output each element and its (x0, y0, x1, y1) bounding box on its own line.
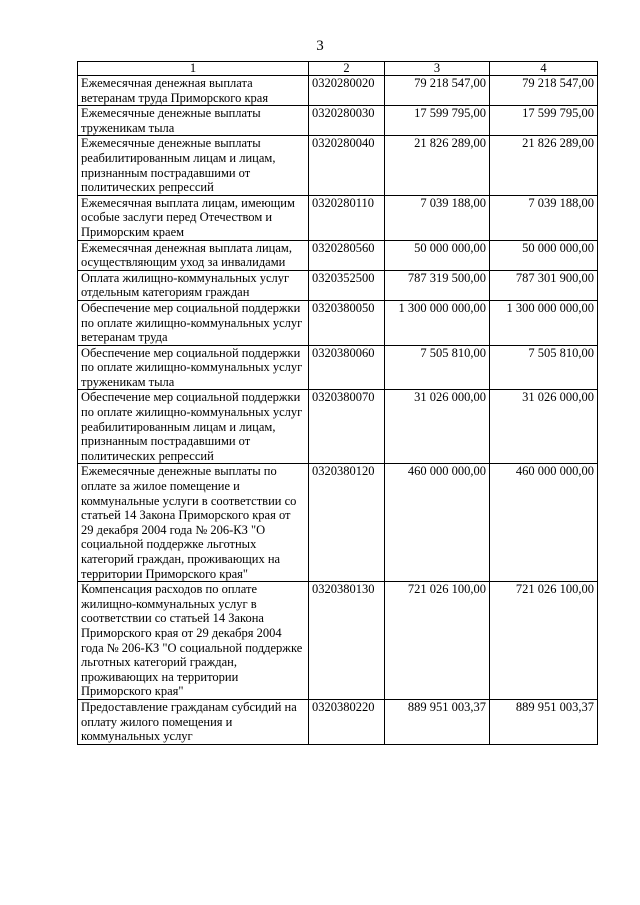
column-header: 1 (78, 62, 309, 76)
table-row (78, 699, 598, 744)
target-code-cell: 0320280040 (309, 136, 385, 195)
amount-col3-cell: 7 039 188,00 (385, 195, 490, 240)
amount-col4-cell: 721 026 100,00 (490, 582, 598, 700)
target-code-cell: 0320352500 (309, 270, 385, 300)
table-row (78, 240, 598, 270)
expense-name-cell: Ежемесячная денежная выплата ветеранам труда Приморского края (78, 76, 309, 106)
amount-col3-cell: 31 026 000,00 (385, 390, 490, 464)
expense-name-cell: Компенсация расходов по оплате жилищно-коммунальных услуг в соответствии со статьей 14 Закона Приморского края от 29 декабря 2004 года № 206-КЗ "О социальной поддержке льготных категорий граждан, проживающих на территории Приморского края" (78, 582, 309, 700)
target-code-cell: 0320280030 (309, 106, 385, 136)
column-header: 3 (385, 62, 490, 76)
target-code-cell: 0320380220 (309, 699, 385, 744)
table-row (78, 300, 598, 345)
amount-col4-cell: 50 000 000,00 (490, 240, 598, 270)
expense-name-cell: Ежемесячная выплата лицам, имеющим особые заслуги перед Отечеством и Приморским краем (78, 195, 309, 240)
table-row (78, 464, 598, 582)
expense-name-cell: Ежемесячная денежная выплата лицам, осуществляющим уход за инвалидами (78, 240, 309, 270)
expense-name-cell: Ежемесячные денежные выплаты по оплате за жилое помещение и коммунальные услуги в соответствии со статьей 14 Закона Приморского края от 29 декабря 2004 года № 206-КЗ "О социальной поддержке льготных категорий граждан, проживающих на территории Приморского края" (78, 464, 309, 582)
amount-col4-cell: 7 505 810,00 (490, 345, 598, 390)
amount-col4-cell: 21 826 289,00 (490, 136, 598, 195)
amount-col4-cell: 79 218 547,00 (490, 76, 598, 106)
amount-col3-cell: 21 826 289,00 (385, 136, 490, 195)
amount-col3-cell: 460 000 000,00 (385, 464, 490, 582)
table-header-row (78, 62, 598, 76)
expense-name-cell: Обеспечение мер социальной поддержки по оплате жилищно-коммунальных услуг труженикам тыла (78, 345, 309, 390)
amount-col3-cell: 787 319 500,00 (385, 270, 490, 300)
amount-col4-cell: 889 951 003,37 (490, 699, 598, 744)
expense-name-cell: Обеспечение мер социальной поддержки по оплате жилищно-коммунальных услуг реабилитированным лицам и лицам, признанным пострадавшими от политических репрессий (78, 390, 309, 464)
amount-col4-cell: 460 000 000,00 (490, 464, 598, 582)
budget-table (77, 61, 598, 745)
table-row (78, 195, 598, 240)
target-code-cell: 0320380130 (309, 582, 385, 700)
amount-col4-cell: 7 039 188,00 (490, 195, 598, 240)
table-row (78, 345, 598, 390)
table-row (78, 106, 598, 136)
table-row (78, 582, 598, 700)
target-code-cell: 0320380060 (309, 345, 385, 390)
table-row (78, 76, 598, 106)
target-code-cell: 0320280560 (309, 240, 385, 270)
table-row (78, 136, 598, 195)
column-header: 2 (309, 62, 385, 76)
amount-col4-cell: 1 300 000 000,00 (490, 300, 598, 345)
amount-col3-cell: 1 300 000 000,00 (385, 300, 490, 345)
expense-name-cell: Предоставление гражданам субсидий на оплату жилого помещения и коммунальных услуг (78, 699, 309, 744)
expense-name-cell: Обеспечение мер социальной поддержки по оплате жилищно-коммунальных услуг ветеранам труда (78, 300, 309, 345)
expense-name-cell: Ежемесячные денежные выплаты труженикам тыла (78, 106, 309, 136)
amount-col3-cell: 721 026 100,00 (385, 582, 490, 700)
amount-col3-cell: 17 599 795,00 (385, 106, 490, 136)
amount-col3-cell: 79 218 547,00 (385, 76, 490, 106)
expense-name-cell: Ежемесячные денежные выплаты реабилитированным лицам и лицам, признанным пострадавшими от политических репрессий (78, 136, 309, 195)
amount-col4-cell: 787 301 900,00 (490, 270, 598, 300)
expense-name-cell: Оплата жилищно-коммунальных услуг отдельным категориям граждан (78, 270, 309, 300)
table-row (78, 270, 598, 300)
target-code-cell: 0320380120 (309, 464, 385, 582)
amount-col3-cell: 7 505 810,00 (385, 345, 490, 390)
target-code-cell: 0320380070 (309, 390, 385, 464)
target-code-cell: 0320280020 (309, 76, 385, 106)
page-number: 3 (316, 38, 324, 54)
amount-col3-cell: 50 000 000,00 (385, 240, 490, 270)
target-code-cell: 0320280110 (309, 195, 385, 240)
target-code-cell: 0320380050 (309, 300, 385, 345)
table-body (78, 76, 598, 745)
amount-col4-cell: 17 599 795,00 (490, 106, 598, 136)
amount-col4-cell: 31 026 000,00 (490, 390, 598, 464)
amount-col3-cell: 889 951 003,37 (385, 699, 490, 744)
table-row (78, 390, 598, 464)
column-header: 4 (490, 62, 598, 76)
